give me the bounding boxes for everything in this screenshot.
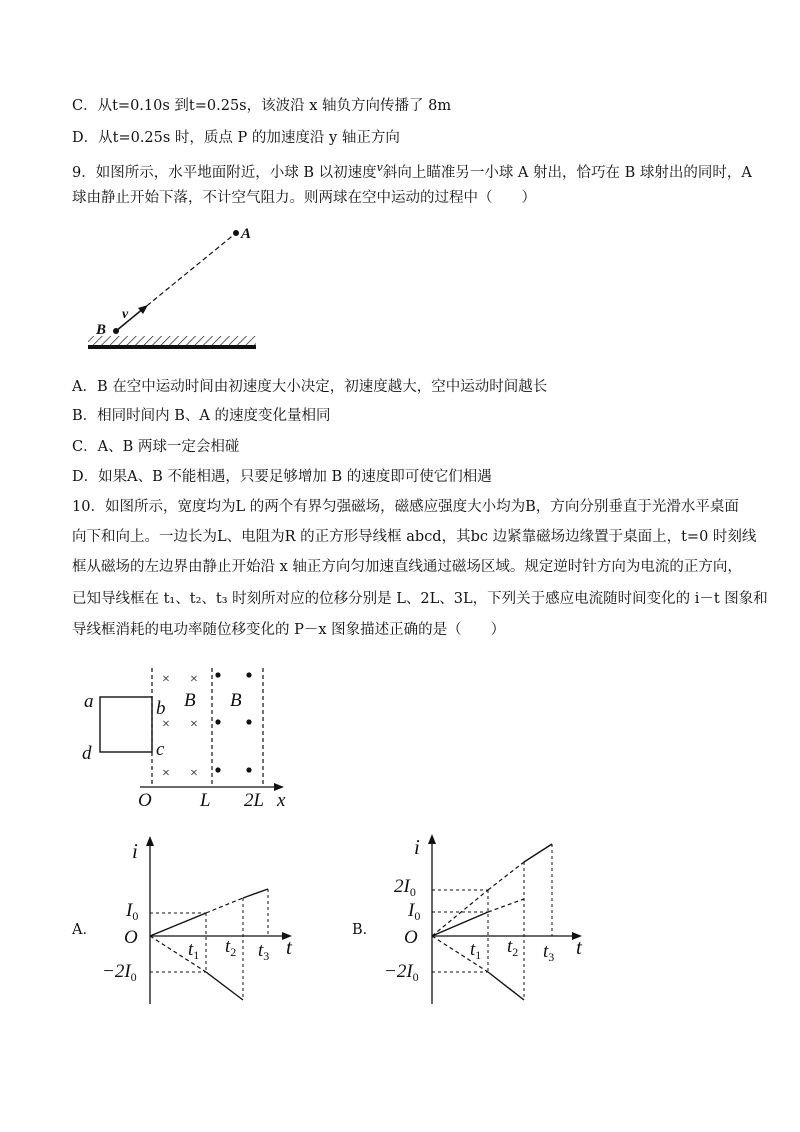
q9-figure [80,222,270,357]
origin-label: O [404,927,418,948]
axis-label-x: x [277,790,286,811]
q8-option-c: C．从t=0.10s 到t=0.25s，该波沿 x 轴负方向传播了 8m [72,98,452,114]
label-c: c [156,739,165,760]
curve-seg-upper-dashed-2 [488,862,524,890]
graph-a [100,832,310,1007]
graph-b [380,828,600,1008]
q9-option-b: B．相同时间内 B、A 的速度变化量相同 [72,408,331,424]
tick-label-t3: $t_3$ [258,940,270,963]
q10-field-figure [78,660,308,810]
graph-a-option-label: A． [72,922,97,938]
tick-label-t2: $t_2$ [225,936,237,959]
cross-1: × [162,672,170,687]
ground-line [88,345,256,349]
tick-label-t3: $t_3$ [543,941,555,964]
q9-option-a: A．B 在空中运动时间由初速度大小决定，初速度越大，空中运动时间越长 [72,379,548,395]
axis-label-i: i [132,839,138,863]
i-axis-arrowhead [146,836,154,846]
tick-label-i0: $I_0$ [408,900,421,923]
q9-stem-line-2: 球由静止开始下落，不计空气阻力。则两球在空中运动的过程中（ ） [72,190,536,206]
curve-seg-3 [243,889,268,898]
field-label-b-1: B [184,690,196,711]
ball-b [113,328,119,334]
cross-5: × [162,766,170,781]
label-d: d [82,743,92,764]
tick-label-l: L [200,790,211,811]
label-v: v [122,307,129,322]
curve-seg-mid-dashed [488,899,524,912]
dot-2 [246,672,251,677]
tick-label-t2: $t_2$ [507,936,519,959]
label-b: B [96,322,107,338]
curve-seg-upper-dashed-1 [432,890,488,936]
axis-label-t: t [576,935,582,959]
tick-label-2l: 2L [244,790,265,811]
q10-stem-line-2: 向下和向上。一边长为L、电阻为R 的正方形导线框 abcd，其bc 边紧靠磁场边缘置于桌面上，t=0 时刻线 [72,529,757,545]
ball-a [233,230,239,236]
origin-label: O [124,927,138,948]
q10-stem-line-4: 已知导线框在 t₁、t₂、t₃ 时刻所对应的位移分别是 L、2L、3L，下列关于感应电流随时间变化的 i－t 图象和 [72,591,768,607]
q10-stem-line-1: 10．如图所示，宽度均为L 的两个有界匀强磁场，磁感应强度大小均为B，方向分别垂直于光滑水平桌面 [72,499,739,515]
tick-label-i0: $I_0$ [126,900,139,923]
cross-3: × [162,717,170,732]
q9-stem-line-1 [72,158,752,183]
cross-2: × [190,672,198,687]
cross-6: × [190,766,198,781]
dot-1 [215,672,220,677]
axis-label-i: i [414,835,420,859]
wire-frame-abcd [100,697,152,752]
curve-seg-3 [524,844,552,862]
velocity-arrow [116,308,144,331]
graph-b-option-label: B． [352,922,378,938]
q9-option-c: C．A、B 两球一定会相碰 [72,439,240,455]
q9-stem-part-2: 斜向上瞄准另一小球 A 射出，恰巧在 B 球射出的同时，A [382,164,752,181]
tick-label-neg2i0: $-2I_0$ [384,961,419,984]
q10-stem-line-5: 导线框消耗的电功率随位移变化的 P－x 图象描述正确的是（ ） [72,622,506,638]
cross-4: × [190,717,198,732]
ground-hatch [88,336,256,345]
field-label-b-2: B [230,690,242,711]
curve-seg-1 [432,912,488,936]
dot-5 [215,767,220,772]
i-axis-arrowhead [428,834,436,844]
q10-stem-line-3: 框从磁场的左边界由静止开始沿 x 轴正方向匀加速直线通过磁场区域。规定逆时针方向为电流的正方向， [72,559,742,575]
curve-seg-1 [150,913,206,936]
curve-seg-neg [488,972,524,1000]
axis-label-t: t [286,935,292,959]
q9-stem-v: v [376,161,383,174]
curve-seg-neg [206,972,243,1000]
dot-3 [215,719,220,724]
tick-label-t1: $t_1$ [470,939,482,962]
tick-label-neg2i0: $-2I_0$ [102,961,137,984]
q9-option-d: D．如果A、B 不能相遇，只要足够增加 B 的速度即可使它们相遇 [72,469,492,485]
tick-label-2i0: $2I_0$ [394,876,416,899]
label-a: a [84,691,94,712]
tick-label-t1: $t_1$ [188,939,200,962]
curve-seg-2-dashed [206,898,243,913]
q8-option-d: D．从t=0.25s 时，质点 P 的加速度沿 y 轴正方向 [72,130,400,146]
dot-4 [246,719,251,724]
origin-label: O [138,790,152,811]
label-b: b [156,698,166,719]
label-a: A [241,226,252,242]
q9-stem-part-1: 9．如图所示，水平地面附近，小球 B 以初速度 [72,164,377,181]
dot-6 [246,767,251,772]
